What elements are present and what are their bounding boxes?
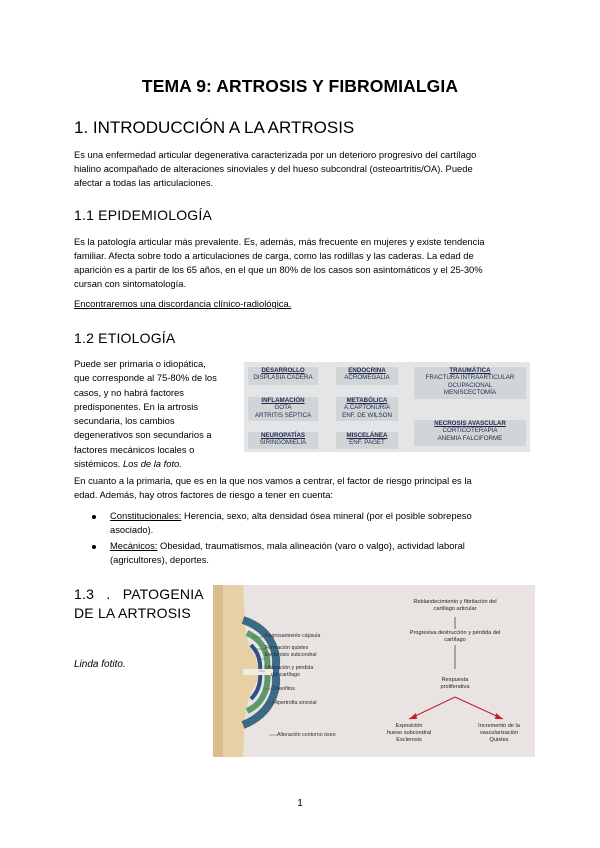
flow-step-1 bbox=[383, 599, 527, 613]
etiologia-cell-necrosis bbox=[414, 420, 526, 446]
bullet-label: Constitucionales: bbox=[110, 510, 182, 521]
flow-line: Incremento de la bbox=[478, 723, 520, 729]
etiologia-cell-neuropatias bbox=[248, 432, 318, 449]
bullet-line: asociado). bbox=[110, 524, 154, 535]
etiologia-line: secundaria, los cambios bbox=[74, 415, 175, 427]
etiologia-after-line: edad. Además, hay otros factores de riesgo a tener en cuenta: bbox=[74, 489, 334, 500]
cell-header: NECROSIS AVASCULAR bbox=[434, 420, 506, 427]
etiologia-cell-endocrina bbox=[336, 367, 398, 385]
patogenia-caption: Linda fotito. bbox=[74, 659, 126, 670]
cell-item: FRACTURA INTRAARTICULAR bbox=[425, 374, 515, 382]
epidemiologia-line: familiar. Afecta sobre todo a articulaciones de carga, como las rodillas y las caderas. La edad de bbox=[74, 250, 474, 261]
section-heading-introduccion: 1. INTRODUCCIÓN A LA ARTROSIS bbox=[74, 118, 355, 137]
intro-line: afectar a todas las articulaciones. bbox=[74, 177, 214, 188]
flow-result-left bbox=[371, 723, 447, 744]
image-label: Alteración contorno óseo bbox=[277, 732, 336, 738]
etiologia-line-prefix: sistémicos. bbox=[74, 458, 123, 470]
cell-item: OCUPACIONAL bbox=[447, 381, 493, 389]
bullet-icon bbox=[92, 515, 96, 519]
bullet-item-mecanicos bbox=[110, 539, 528, 567]
heading-line: DE LA ARTROSIS bbox=[74, 605, 191, 621]
document-title: TEMA 9: ARTROSIS Y FIBROMIALGIA bbox=[141, 76, 459, 96]
etiologia-cell-desarrollo bbox=[248, 367, 318, 385]
epidemiologia-paragraph bbox=[74, 235, 528, 291]
bullet-line: (agricultores), deportes. bbox=[110, 554, 210, 565]
bullet-text: Obesidad, traumatismos, mala alineación (varo o valgo), actividad laboral bbox=[157, 540, 465, 551]
flow-line: proliferativa bbox=[440, 684, 470, 690]
epidemiologia-line: Es la patología articular más prevalente. Es, además, más frecuente en mujeres y existe tendencia bbox=[74, 236, 485, 247]
image-label: Osteofitos bbox=[271, 686, 295, 692]
cell-item: ARTRITIS SÉPTICA bbox=[254, 411, 312, 419]
cell-item: DISPLASIA CADERA bbox=[253, 374, 313, 382]
cell-item: ACROMEGALIA bbox=[344, 374, 390, 382]
etiologia-line: Puede ser primaria o idiopática, bbox=[74, 358, 206, 369]
cell-item: A.CAPTONURIA bbox=[343, 404, 391, 412]
epidemiologia-line: aparición es a partir de los 65 años, en el que un 80% de los casos son asintomáticos y el 25-30% bbox=[74, 264, 483, 275]
etiologia-line: que corresponde al 75-80% de los bbox=[74, 372, 217, 384]
image-label: Ulceración y pérdida bbox=[265, 665, 314, 671]
etiologia-cell-metabolica bbox=[336, 397, 398, 421]
image-label: Hipertrofia sinovial bbox=[273, 700, 317, 706]
cell-item: ANEMIA FALCIFORME bbox=[437, 434, 503, 442]
heading-line: 1.3 . PATOGENIA bbox=[74, 586, 204, 602]
section-heading-epidemiologia: 1.1 EPIDEMIOLOGÍA bbox=[74, 207, 212, 223]
etiologia-line bbox=[74, 457, 238, 471]
cell-header: TRAUMÁTICA bbox=[449, 367, 491, 374]
etiologia-side-paragraph bbox=[74, 357, 238, 471]
etiologia-cell-traumatica bbox=[414, 367, 526, 399]
cell-item: CORTICOTERAPIA bbox=[442, 427, 498, 435]
flow-line: Esclerosis bbox=[396, 737, 422, 743]
flow-line: Progresiva destrucción y pérdida del bbox=[409, 630, 501, 636]
etiologia-line: factores mecánicos locales o bbox=[74, 443, 195, 455]
bullet-label: Mecánicos: bbox=[110, 540, 158, 551]
bullet-item-constitucionales bbox=[110, 509, 528, 537]
bullet-line bbox=[110, 509, 528, 523]
cell-header: NEUROPATÍAS bbox=[260, 432, 306, 439]
cell-header: DESARROLLO bbox=[261, 367, 305, 374]
flow-line: Quistes bbox=[489, 737, 509, 743]
epidemiologia-line: cursan con sintomatología. bbox=[74, 278, 187, 289]
cell-item: SIRINGOMIELIA bbox=[259, 439, 307, 447]
intro-line: hialino acompañado de alteraciones sinoviales y del hueso subcondral (osteoartritis/OA). Puede bbox=[74, 163, 473, 174]
cell-item: MENISCECTOMÍA bbox=[443, 389, 497, 397]
page-number: 1 bbox=[297, 798, 303, 809]
etiologia-line: degenerativos son secundarios a bbox=[74, 429, 212, 441]
bullet-line bbox=[110, 539, 528, 553]
flow-line: cartílago bbox=[444, 637, 466, 643]
section-heading-patogenia bbox=[74, 585, 204, 623]
section-heading-etiologia: 1.2 ETIOLOGÍA bbox=[74, 330, 176, 346]
intro-paragraph bbox=[74, 148, 528, 190]
flow-line: hueso subcondral bbox=[386, 730, 432, 736]
bullet-text: Herencia, sexo, alta densidad ósea mineral (por el posible sobrepeso bbox=[181, 510, 472, 521]
image-label: Engrosamiento cápsula bbox=[265, 633, 321, 639]
etiologia-classification-image bbox=[244, 362, 530, 452]
intro-line: Es una enfermedad articular degenerativa caracterizada por un deterioro progresivo del cartílago bbox=[74, 149, 477, 160]
etiologia-line-italic: Los de la foto. bbox=[122, 458, 182, 470]
bullet-icon bbox=[92, 545, 96, 549]
cell-header: INFLAMACIÓN bbox=[261, 397, 305, 404]
image-label: Esclerosis subcondral bbox=[265, 652, 317, 658]
flow-step-2 bbox=[383, 630, 527, 644]
etiologia-after-paragraph bbox=[74, 474, 528, 502]
image-label: Formación quistes bbox=[265, 645, 309, 651]
etiologia-line: predisponentes. En la artrosis bbox=[74, 400, 199, 412]
epidemiologia-note: Encontraremos una discordancia clínico-radiológica. bbox=[74, 298, 292, 309]
etiologia-cell-inflamacion bbox=[248, 397, 318, 421]
cell-header: MISCELÁNEA bbox=[346, 432, 388, 439]
flow-line: cartílago articular bbox=[433, 606, 477, 612]
cell-item: ENF. PAGET bbox=[349, 439, 385, 447]
etiologia-line: casos, y no habrá factores bbox=[74, 386, 184, 398]
cell-header: METABÓLICA bbox=[346, 397, 388, 404]
cell-header: ENDOCRINA bbox=[348, 367, 386, 374]
image-label: del cartílago bbox=[271, 672, 300, 678]
flow-result-right bbox=[463, 723, 535, 744]
cell-item: GOTA bbox=[274, 404, 292, 412]
flow-line: Respuesta bbox=[441, 677, 469, 683]
flow-line: Reblandecimiento y fibrilación del bbox=[413, 599, 497, 605]
patogenia-image bbox=[213, 585, 535, 757]
flow-line: vascularización bbox=[479, 730, 519, 736]
etiologia-cell-miscelanea bbox=[336, 432, 398, 449]
etiologia-after-line: En cuanto a la primaria, que es en la que nos vamos a centrar, el factor de riesgo principal es la bbox=[74, 475, 472, 486]
flow-step-3 bbox=[419, 677, 491, 691]
cell-item: ENF. DE WILSON bbox=[342, 411, 392, 419]
flow-line: Exposición bbox=[395, 723, 423, 729]
